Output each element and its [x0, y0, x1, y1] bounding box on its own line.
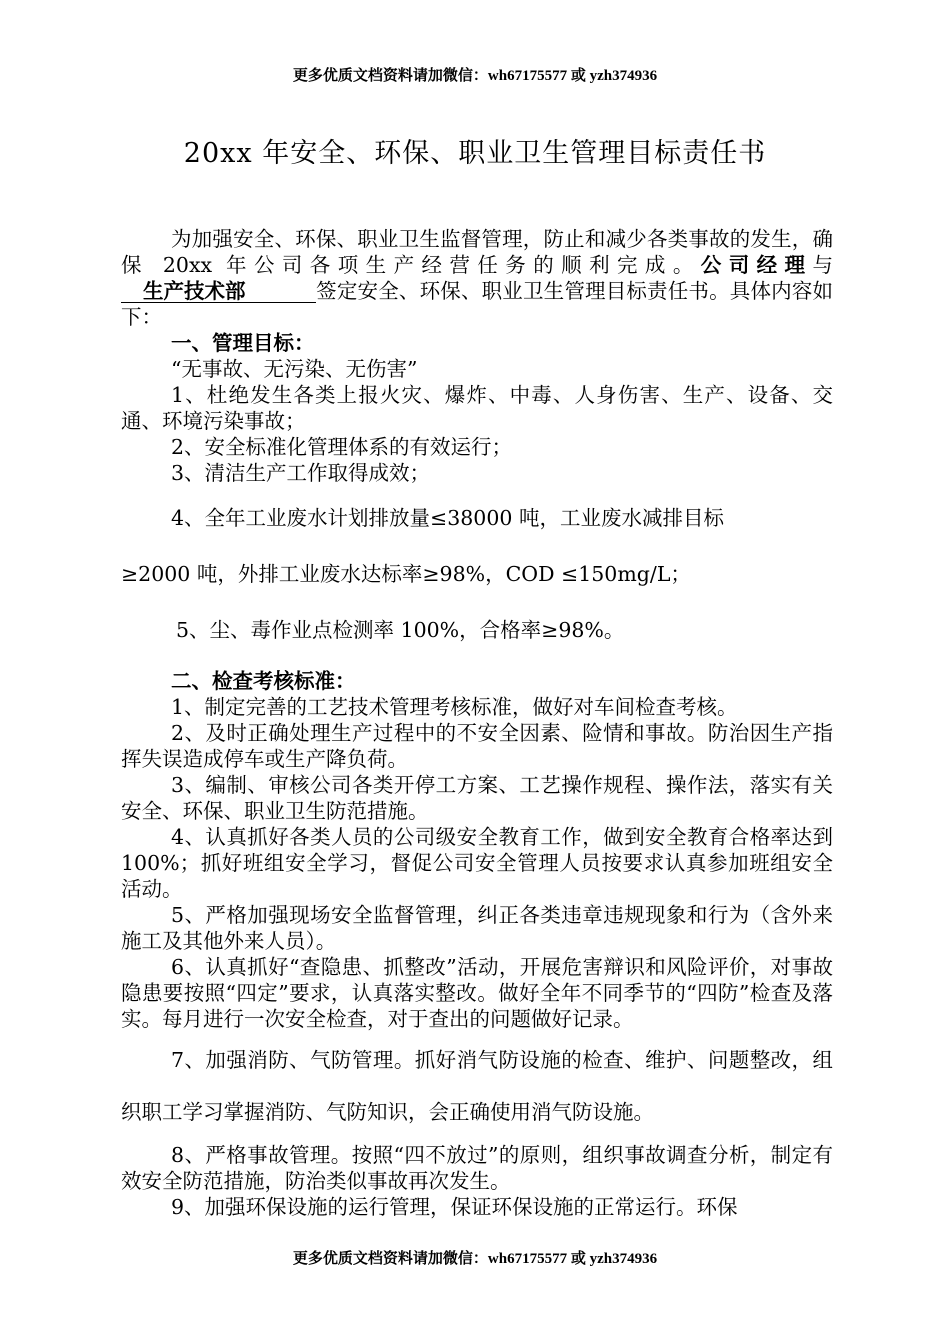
- section2-item7: 7、加强消防、气防管理。抓好消气防设施的检查、维护、问题整改，组织职工学习掌握消防、气防知识，会正确使用消气防设施。: [121, 1048, 833, 1124]
- section1-item5: 5、尘、毒作业点检测率 100%，合格率≥98%。: [176, 618, 625, 642]
- section1-item: 1、杜绝发生各类上报火灾、爆炸、中毒、人身伤害、生产、设备、交通、环境污染事故；: [121, 383, 833, 433]
- section2-heading: 二、检查考核标准：: [171, 669, 356, 693]
- document-body: [121, 226, 833, 1220]
- intro-text-1: 为加强安全、环保、职业卫生监督管理，防止和减少各类事故的发生，确保 20xx 年公司各项生产经营任务的顺利完成。: [121, 227, 833, 277]
- section2-item: 1、制定完善的工艺技术管理考核标准，做好对车间检查考核。: [171, 695, 738, 719]
- section1-item: 3、清洁生产工作取得成效；: [171, 461, 431, 485]
- section2-item: 5、严格加强现场安全监督管理，纠正各类违章违规现象和行为（含外来施工及其他外来人员）。: [121, 903, 833, 953]
- intro-party-b: 生产技术部: [121, 280, 316, 303]
- section2-item: 8、严格事故管理。按照“四不放过”的原则，组织事故调查分析，制定有效安全防范措施，防治类似事故再次发生。: [121, 1143, 833, 1193]
- section2-item: 3、编制、审核公司各类开停工方案、工艺操作规程、操作法，落实有关安全、环保、职业卫生防范措施。: [121, 773, 833, 823]
- intro-text-2: 与: [812, 253, 833, 277]
- section1-heading: 一、管理目标：: [171, 331, 315, 355]
- intro-party-a: 公司经理: [700, 253, 813, 277]
- section2-item: 9、加强环保设施的运行管理，保证环保设施的正常运行。环保: [171, 1195, 738, 1219]
- section1-item: 2、安全标准化管理体系的有效运行；: [171, 435, 513, 459]
- intro-paragraph: [121, 226, 833, 330]
- section1-slogan: “无事故、无污染、无伤害”: [171, 357, 418, 381]
- page-header: 更多优质文档资料请加微信：wh67175577 或 yzh374936: [292, 68, 658, 84]
- section2-item: 2、及时正确处理生产过程中的不安全因素、险情和事故。防治因生产指挥失误造成停车或生产降负荷。: [121, 721, 833, 771]
- document-title: 20xx 年安全、环保、职业卫生管理目标责任书: [183, 138, 767, 169]
- page-footer: 更多优质文档资料请加微信：wh67175577 或 yzh374936: [292, 1251, 658, 1267]
- section1-item4-line1: 4、全年工业废水计划排放量≤38000 吨，工业废水减排目标: [171, 506, 724, 530]
- section2-item: 6、认真抓好“查隐患、抓整改”活动，开展危害辩识和风险评价，对事故隐患要按照“四定”要求，认真落实整改。做好全年不同季节的“四防”检查及落实。每月进行一次安全检查，对于查出的问题做好记录。: [121, 955, 833, 1031]
- intro-text-3: 签定安全、环保、职业卫生管理目标责任书。具体内容如下：: [121, 279, 833, 329]
- section2-item: 4、认真抓好各类人员的公司级安全教育工作，做到安全教育合格率达到 100%；抓好班组安全学习，督促公司安全管理人员按要求认真参加班组安全活动。: [121, 825, 833, 901]
- section1-item4-line2: ≥2000 吨，外排工业废水达标率≥98%，COD ≤150mg/L；: [121, 562, 691, 586]
